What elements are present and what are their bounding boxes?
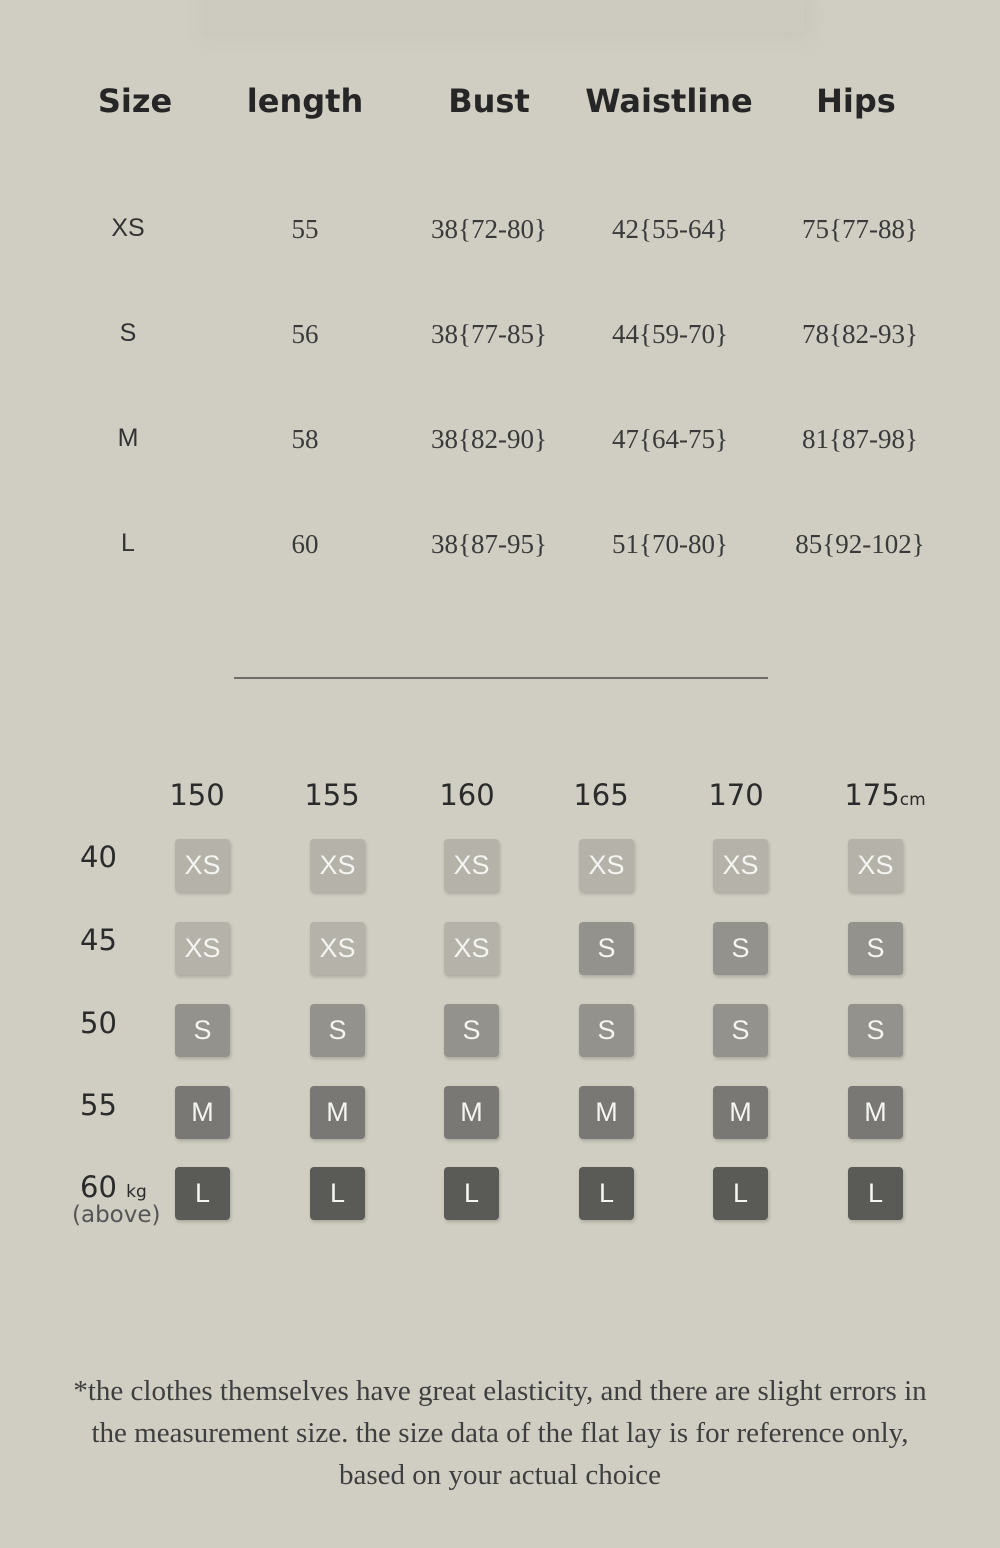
size-badge: L xyxy=(444,1167,499,1220)
size-badge: M xyxy=(175,1086,230,1139)
height-label: 170 xyxy=(708,778,764,812)
height-label: 165 xyxy=(573,778,629,812)
size-badge: L xyxy=(848,1167,903,1220)
table-cell-length: 58 xyxy=(291,424,319,454)
table-cell-waistline: 44{59-70} xyxy=(612,319,728,349)
size-badge: M xyxy=(579,1086,634,1139)
size-badge: L xyxy=(713,1167,768,1220)
size-badge: XS xyxy=(175,839,230,892)
section-divider xyxy=(234,677,768,679)
size-badge: M xyxy=(310,1086,365,1139)
size-badge: XS xyxy=(579,839,634,892)
table-cell-size: M xyxy=(117,424,139,452)
table-cell-bust: 38{87-95} xyxy=(431,529,547,559)
size-badge: M xyxy=(848,1086,903,1139)
table-cell-length: 55 xyxy=(291,214,319,244)
size-badge: XS xyxy=(310,839,365,892)
header-hips: Hips xyxy=(816,82,896,120)
table-cell-length: 60 xyxy=(291,529,319,559)
height-value: 175 xyxy=(844,778,900,812)
header-length: length xyxy=(246,82,364,120)
size-badge: XS xyxy=(444,839,499,892)
size-badge: XS xyxy=(175,922,230,975)
size-badge: S xyxy=(579,922,634,975)
table-cell-bust: 38{77-85} xyxy=(431,319,547,349)
table-cell-hips: 75{77-88} xyxy=(802,214,918,244)
table-cell-waistline: 51{70-80} xyxy=(612,529,728,559)
disclaimer-line: *the clothes themselves have great elasticity, and there are slight errors in xyxy=(73,1375,927,1407)
size-badge: M xyxy=(444,1086,499,1139)
height-label: 150 xyxy=(169,778,225,812)
size-badge: XS xyxy=(310,922,365,975)
table-cell-waistline: 47{64-75} xyxy=(612,424,728,454)
height-label-last xyxy=(844,778,925,812)
size-badge: S xyxy=(175,1004,230,1057)
size-badge: S xyxy=(713,922,768,975)
table-cell-waistline: 42{55-64} xyxy=(612,214,728,244)
table-cell-bust: 38{72-80} xyxy=(431,214,547,244)
disclaimer-line: the measurement size. the size data of the flat lay is for reference only, xyxy=(91,1417,909,1449)
size-badge: L xyxy=(175,1167,230,1220)
table-cell-size: XS xyxy=(111,214,145,242)
size-badge: L xyxy=(579,1167,634,1220)
header-size: Size xyxy=(97,82,173,120)
table-cell-bust: 38{82-90} xyxy=(431,424,547,454)
height-label: 160 xyxy=(439,778,495,812)
table-cell-hips: 78{82-93} xyxy=(802,319,918,349)
weight-label: 50 xyxy=(80,1006,117,1040)
weight-label: 55 xyxy=(80,1088,117,1122)
height-unit: cm xyxy=(899,790,926,810)
weight-label: 45 xyxy=(80,923,117,957)
table-cell-length: 56 xyxy=(291,319,319,349)
header-waistline: Waistline xyxy=(585,82,753,120)
size-badge: S xyxy=(713,1004,768,1057)
weight-label-last xyxy=(80,1170,147,1204)
weight-unit: kg xyxy=(126,1182,147,1202)
weight-label: 40 xyxy=(80,840,117,874)
size-badge: L xyxy=(310,1167,365,1220)
weight-above-note: (above) xyxy=(72,1202,161,1228)
size-badge: XS xyxy=(848,839,903,892)
disclaimer-line: based on your actual choice xyxy=(338,1459,662,1491)
table-cell-hips: 85{92-102} xyxy=(795,529,925,559)
table-cell-size: L xyxy=(121,529,135,557)
header-bust: Bust xyxy=(448,82,530,120)
size-badge: S xyxy=(848,922,903,975)
disclaimer-note xyxy=(0,1370,1000,1496)
weight-value: 60 xyxy=(80,1170,117,1204)
size-badge: S xyxy=(310,1004,365,1057)
size-badge: XS xyxy=(444,922,499,975)
size-badge: M xyxy=(713,1086,768,1139)
table-cell-hips: 81{87-98} xyxy=(802,424,918,454)
height-label: 155 xyxy=(304,778,360,812)
table-cell-size: S xyxy=(119,319,137,347)
top-banner-strip xyxy=(208,0,804,32)
size-badge: S xyxy=(579,1004,634,1057)
size-badge: S xyxy=(848,1004,903,1057)
size-badge: S xyxy=(444,1004,499,1057)
size-badge: XS xyxy=(713,839,768,892)
